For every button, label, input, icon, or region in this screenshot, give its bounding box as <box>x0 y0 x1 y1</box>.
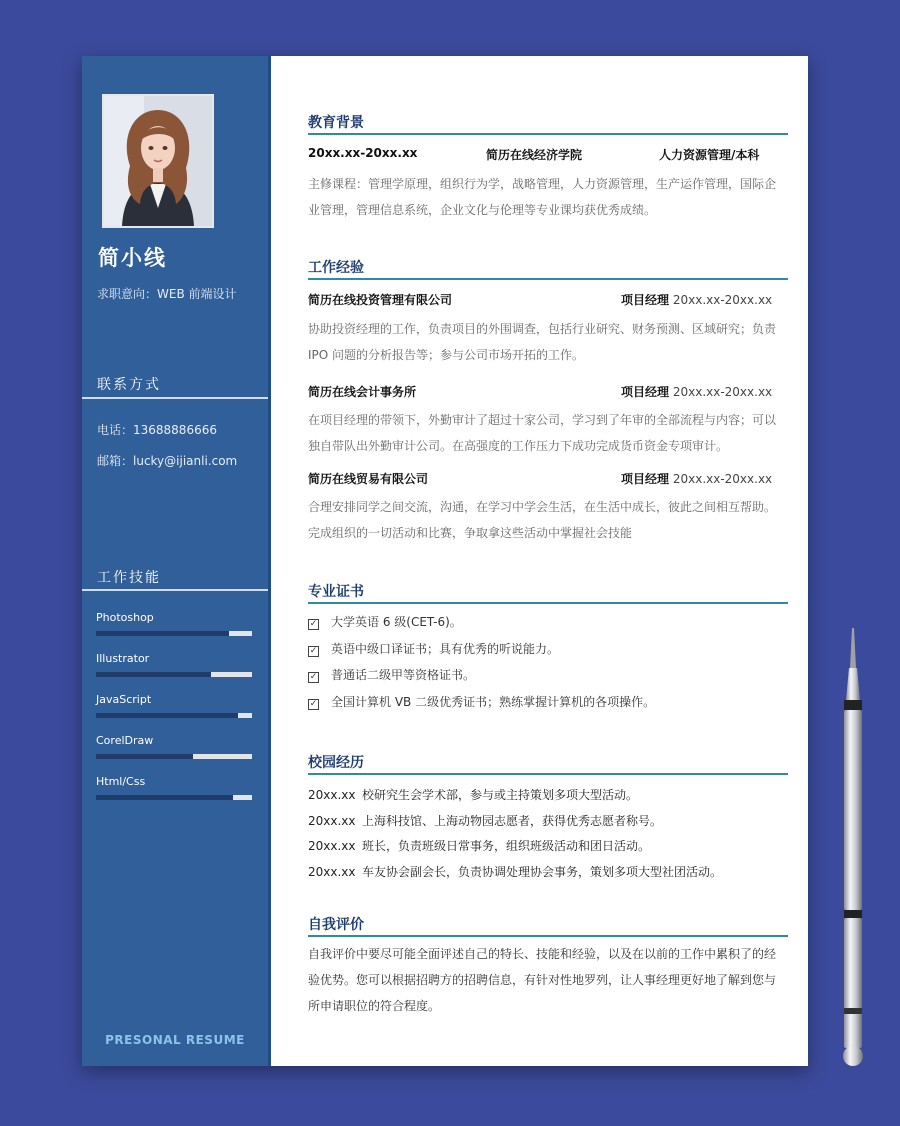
job-description <box>308 407 786 459</box>
job-role: 项目经理 <box>621 385 670 399</box>
contact-divider <box>82 397 268 399</box>
campus-year: 20xx.xx <box>308 814 356 828</box>
skill-name: CorelDraw <box>96 734 154 747</box>
job-intent: 求职意向：WEB 前端设计 <box>97 287 237 301</box>
job-role-date <box>621 383 772 400</box>
job-role: 项目经理 <box>621 472 670 486</box>
job-description-line1: 在项目经理的带领下，外勤审计了超过十家公司，学习到了年审的全部流程与内容；可以 <box>308 413 777 427</box>
skill-bar <box>96 795 252 800</box>
work-title: 工作经验 <box>308 260 364 276</box>
skill-bar-fill <box>96 672 211 677</box>
campus-text: 班长，负责班级日常事务，组织班级活动和团日活动。 <box>362 839 651 853</box>
evaluation-divider <box>308 935 788 937</box>
skill-bar-fill <box>96 631 229 636</box>
job-date: 20xx.xx-20xx.xx <box>672 472 773 486</box>
campus-year: 20xx.xx <box>308 839 356 853</box>
skill-name: Illustrator <box>96 652 150 665</box>
education-courses-line1: 主修课程：管理学原理，组织行为学，战略管理，人力资源管理，生产运作管理，国际企 <box>308 177 777 191</box>
campus-divider <box>308 773 788 775</box>
job-date: 20xx.xx-20xx.xx <box>672 293 773 307</box>
campus-text: 上海科技馆、上海动物园志愿者，获得优秀志愿者称号。 <box>362 814 663 828</box>
campus-text: 校研究生会学术部，参与或主持策划多项大型活动。 <box>362 788 639 802</box>
job-role: 项目经理 <box>621 293 670 307</box>
job-description-line1: 合理安排同学之间交流，沟通，在学习中学会生活，在生活中成长，彼此之间相互帮助。 <box>308 500 777 514</box>
skill-bar <box>96 713 252 718</box>
skill-name: JavaScript <box>96 693 152 706</box>
evaluation-text <box>308 941 788 1019</box>
skill-bar <box>96 672 252 677</box>
job-description-line2: 独自带队出外勤审计公司。在高强度的工作压力下成功完成货币资金专项审计。 <box>308 439 729 453</box>
job-description <box>308 316 786 368</box>
education-divider <box>308 133 788 135</box>
cert-text: 全国计算机 VB 二级优秀证书；熟练掌握计算机的各项操作。 <box>331 695 656 709</box>
pen-icon <box>836 628 870 1074</box>
cert-item <box>308 640 559 657</box>
campus-title: 校园经历 <box>308 755 364 771</box>
campus-year: 20xx.xx <box>308 865 356 879</box>
campus-item <box>308 812 662 829</box>
job-company: 简历在线投资管理有限公司 <box>308 293 453 307</box>
resume-paper <box>82 56 808 1066</box>
education-courses <box>308 171 786 223</box>
cert-item <box>308 613 462 630</box>
contact-email: 邮箱：lucky@ijianli.com <box>97 454 238 468</box>
check-square-icon: ✓ <box>309 646 318 656</box>
skill-name: Photoshop <box>96 611 154 624</box>
campus-text: 车友协会副会长，负责协调处理协会事务，策划多项大型社团活动。 <box>362 865 723 879</box>
contact-phone: 电话：13688886666 <box>97 423 217 437</box>
education-date: 20xx.xx-20xx.xx <box>308 146 418 160</box>
job-role-date <box>621 470 772 487</box>
check-square-icon: ✓ <box>309 619 318 629</box>
campus-item <box>308 837 650 854</box>
evaluation-line2: 验优势。您可以根据招聘方的招聘信息，有针对性地罗列，让人事经理更好地了解到您与 <box>308 973 777 987</box>
certs-divider <box>308 602 788 604</box>
campus-year: 20xx.xx <box>308 788 356 802</box>
sidebar-footer: PRESONAL RESUME <box>105 1033 245 1047</box>
job-company: 简历在线贸易有限公司 <box>308 472 429 486</box>
candidate-name: 简小线 <box>98 246 167 270</box>
education-title: 教育背景 <box>308 115 364 131</box>
campus-item <box>308 863 722 880</box>
skill-bar <box>96 631 252 636</box>
education-major: 人力资源管理/本科 <box>659 148 760 162</box>
job-date: 20xx.xx-20xx.xx <box>672 385 773 399</box>
job-role-date <box>621 291 772 308</box>
job-description-line2: IPO 问题的分析报告等；参与公司市场开拓的工作。 <box>308 348 585 362</box>
education-courses-line2: 业管理，管理信息系统，企业文化与伦理等专业课均获优秀成绩。 <box>308 203 657 217</box>
evaluation-line1: 自我评价中要尽可能全面评述自己的特长、技能和经验，以及在以前的工作中累积了的经 <box>308 947 777 961</box>
evaluation-title: 自我评价 <box>308 917 364 933</box>
skill-bar-fill <box>96 713 238 718</box>
job-description-line2: 完成组织的一切活动和比赛，争取拿这些活动中掌握社会技能 <box>308 526 633 540</box>
education-school: 简历在线经济学院 <box>486 148 583 162</box>
certs-title: 专业证书 <box>308 584 364 600</box>
cert-text: 英语中级口译证书；具有优秀的听说能力。 <box>331 642 560 656</box>
contact-title: 联系方式 <box>97 377 161 393</box>
campus-item <box>308 786 638 803</box>
cert-item <box>308 666 475 683</box>
skills-divider <box>82 589 268 591</box>
skills-title: 工作技能 <box>97 570 161 586</box>
cert-text: 普通话二级甲等资格证书。 <box>331 668 476 682</box>
check-square-icon: ✓ <box>309 672 318 682</box>
portrait-icon <box>104 96 212 226</box>
main-content <box>268 56 808 1066</box>
sidebar <box>82 56 271 1066</box>
work-divider <box>308 278 788 280</box>
check-square-icon: ✓ <box>309 699 318 709</box>
job-description-line1: 协助投资经理的工作，负责项目的外围调查，包括行业研究、财务预测、区域研究；负责 <box>308 322 777 336</box>
job-company: 简历在线会计事务所 <box>308 385 417 399</box>
skill-bar-fill <box>96 754 193 759</box>
skill-bar-fill <box>96 795 233 800</box>
cert-text: 大学英语 6 级(CET-6)。 <box>331 615 462 629</box>
profile-photo <box>102 94 214 228</box>
job-description <box>308 494 786 546</box>
cert-item <box>308 693 655 710</box>
skill-name: Html/Css <box>96 775 146 788</box>
evaluation-line3: 所申请职位的符合程度。 <box>308 999 441 1013</box>
skill-bar <box>96 754 252 759</box>
